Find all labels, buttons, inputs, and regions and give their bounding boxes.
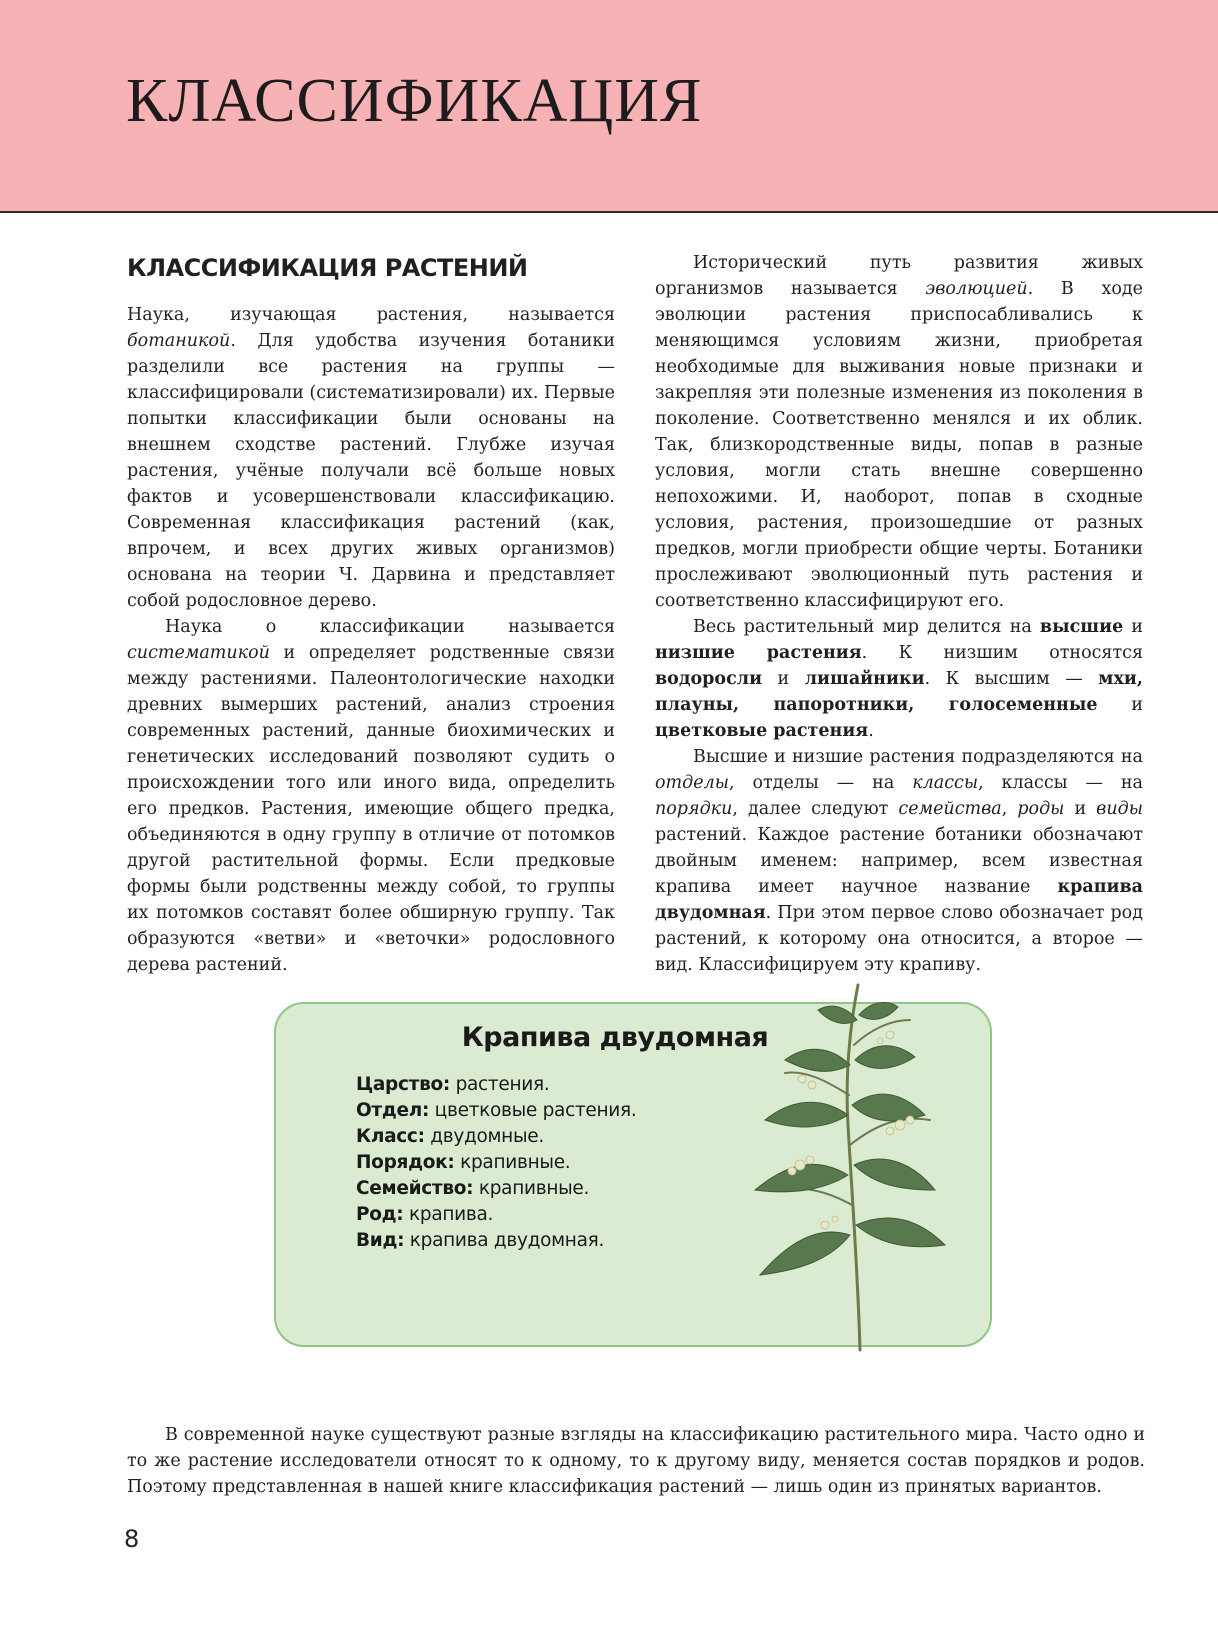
left-column xyxy=(127,250,615,978)
header-band xyxy=(0,0,1218,213)
taxonomy-item: Отдел: цветковые растения. xyxy=(356,1100,637,1121)
taxonomy-item: Семейство: крапивные. xyxy=(356,1178,590,1199)
page-title: КЛАССИФИКАЦИЯ xyxy=(126,67,703,135)
taxonomy-item: Класс: двудомные. xyxy=(356,1126,544,1147)
paragraph: Наука, изучающая растения, называется ботаникой. Для удобства изучения ботаники разделили все растения на группы — классифицировали (систематизировали) их. Первые попытки классификации были основаны на внешнем сходстве растений. Глубже изучая растения, учёные получали всё больше новых фактов и усовершенствовали классификацию. Современная классификация растений (как, впрочем, и всех других живых организмов) основана на теории Ч. Дарвина и представляет собой родословное дерево. xyxy=(127,305,615,611)
paragraph: Исторический путь развития живых организмов называется эволюцией. В ходе эволюции растения приспосабливались к меняющимся условиям жизни, приобретая необходимые для выживания новые признаки и закрепляя эти полезные изменения из поколения в поколение. Соответственно менялся и их облик. Так, близкородственные виды, попав в разные условия, могли стать внешне совершенно непохожими. И, наоборот, попав в сходные условия, растения, произошедшие от разных предков, могли приобрести общие черты. Ботаники прослеживают эволюционный путь растения и соответственно классифицируют его. xyxy=(655,253,1143,611)
paragraph: Высшие и низшие растения подразделяются на отделы, отделы — на классы, классы — на порядки, далее следуют семейства, роды и виды растений. Каждое растение ботаники обозначают двойным именем: например, всем известная крапива имеет научное название крапива двудомная. При этом первое слово обозначает род растений, к которому она относится, а второе — вид. Классифицируем эту крапиву. xyxy=(655,747,1143,975)
card-title: Крапива двудомная xyxy=(461,1022,769,1053)
paragraph: Весь растительный мир делится на высшие и низшие растения. К низшим относятся водоросли и лишайники. К высшим — мхи, плауны, папоротники, голосеменные и цветковые растения. xyxy=(655,617,1143,741)
nettle-plant-illustration xyxy=(730,975,970,1355)
right-column xyxy=(655,250,1143,978)
taxonomy-item: Род: крапива. xyxy=(356,1204,494,1225)
page-number: 8 xyxy=(124,1525,140,1553)
taxonomy-item: Вид: крапива двудомная. xyxy=(356,1230,605,1251)
taxonomy-list xyxy=(356,1072,636,1254)
taxonomy-item: Порядок: крапивные. xyxy=(356,1152,571,1173)
section-heading: КЛАССИФИКАЦИЯ РАСТЕНИЙ xyxy=(127,254,528,282)
footnote: В современной науке существуют разные взгляды на классификацию растительного мира. Часто одно и то же растение исследователи относят то к одному, то к другому виду, меняется состав порядков и родов. Поэтому представленная в нашей книге классификация растений — лишь один из принятых вариантов. xyxy=(127,1425,1145,1497)
taxonomy-item: Царство: растения. xyxy=(356,1074,550,1095)
paragraph: Наука о классификации называется систематикой и определяет родственные связи между растениями. Палеонтологические находки древних вымерших растений, анализ строения современных растений, данные биохимических и генетических исследований позволяют судить о происхождении того или иного вида, определить его предков. Растения, имеющие общего предка, объединяются в одну группу в отличие от потомков другой растительной формы. Если предковые формы были родственны между собой, то группы их потомков составят более обширную группу. Так образуются «ветви» и «веточки» родословного дерева растений. xyxy=(127,617,615,975)
